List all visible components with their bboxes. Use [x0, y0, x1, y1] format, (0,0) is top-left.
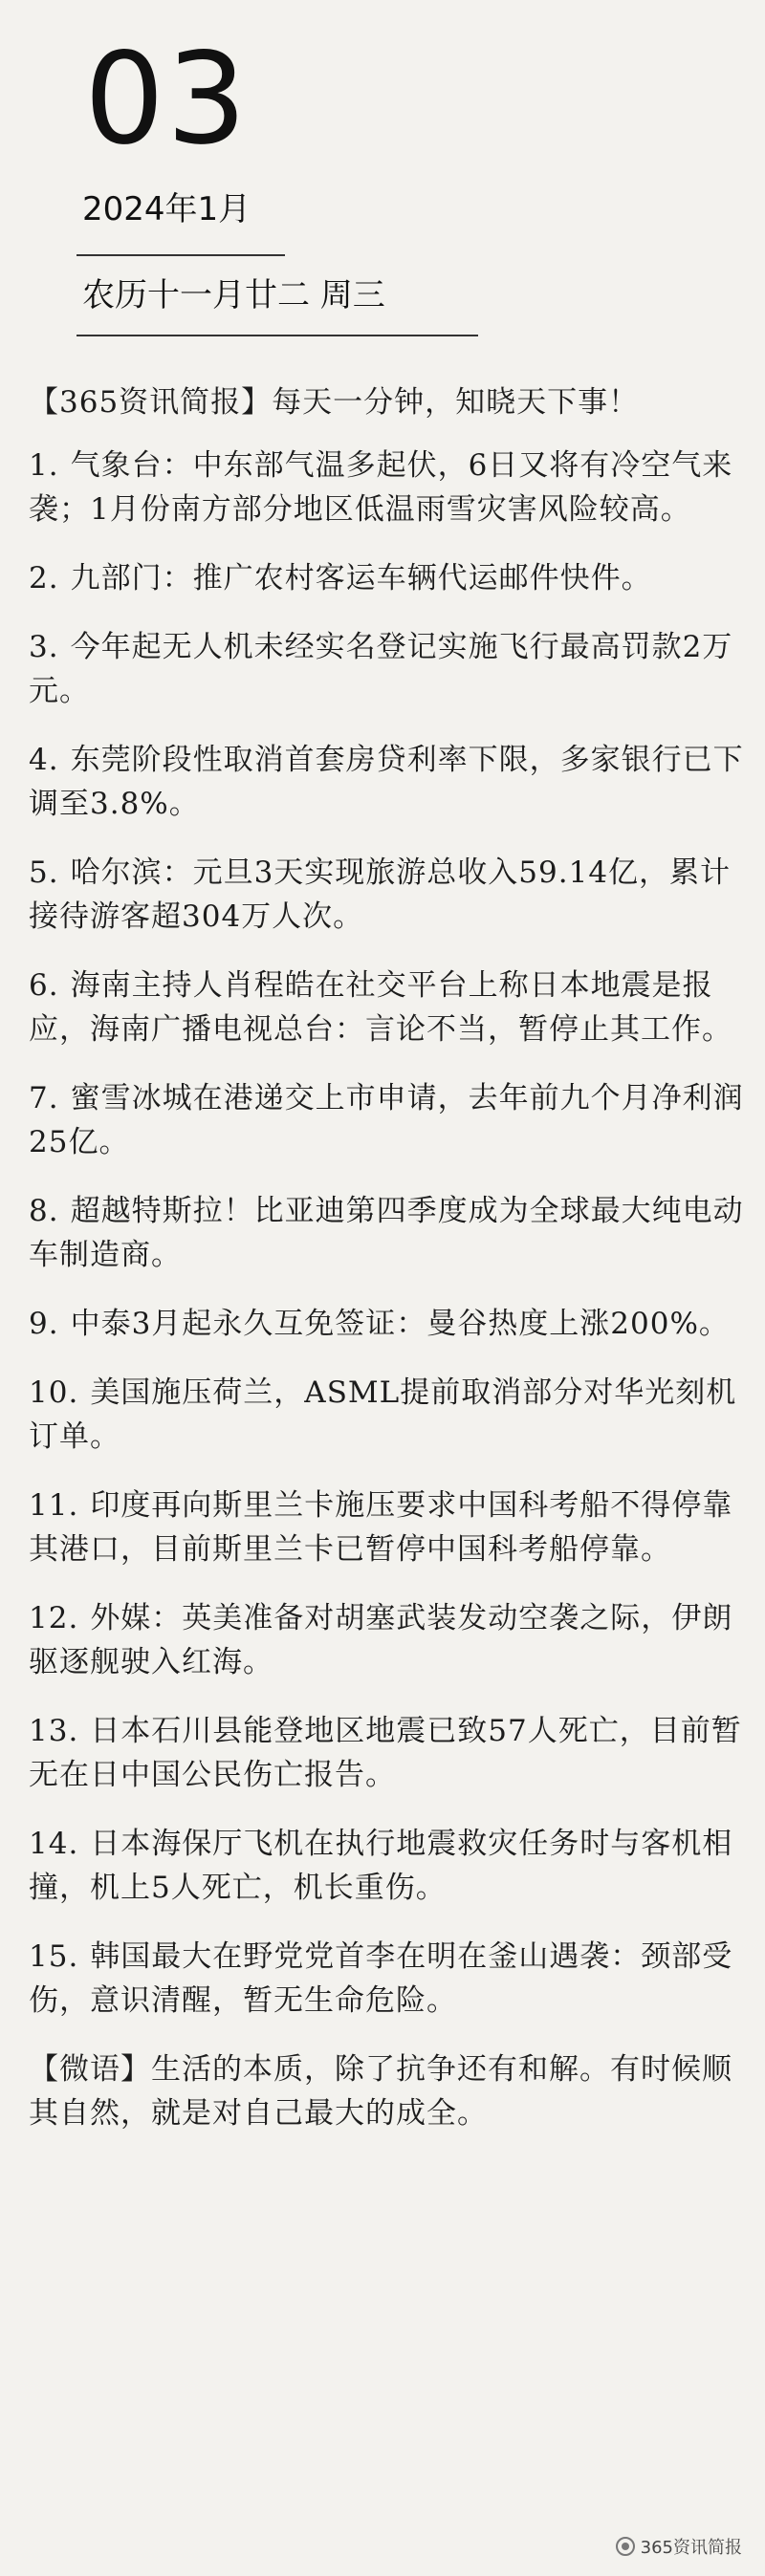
news-item — [29, 1371, 752, 1459]
news-item — [29, 444, 752, 531]
item-text: 外媒：英美准备对胡塞武装发动空袭之际，伊朗驱逐舰驶入红海。 — [29, 1601, 733, 1679]
news-item — [29, 625, 752, 713]
day-number: 03 — [84, 26, 249, 173]
news-item — [29, 1935, 752, 2023]
item-text: 中泰3月起永久互免签证：曼谷热度上涨200%。 — [70, 1307, 730, 1341]
item-number: 3. — [29, 630, 59, 664]
news-item — [29, 738, 752, 826]
item-text: 气象台：中东部气温多起伏，6日又将有冷空气来袭；1月份南方部分地区低温雨雪灾害风险较高。 — [29, 448, 733, 527]
divider-line — [76, 335, 478, 336]
item-number: 11. — [29, 1488, 79, 1523]
item-text: 九部门：推广农村客运车辆代运邮件快件。 — [70, 561, 652, 595]
item-number: 15. — [29, 1939, 79, 1974]
item-text: 美国施压荷兰，ASML提前取消部分对华光刻机订单。 — [29, 1375, 737, 1454]
year-month: 2024年1月 — [82, 190, 251, 228]
closing-quote: 【微语】生活的本质，除了抗争还有和解。有时候顺其自然，就是对自己最大的成全。 — [29, 2052, 732, 2131]
news-item — [29, 1596, 752, 1684]
item-number: 1. — [29, 448, 59, 483]
watermark — [616, 2534, 742, 2559]
item-text: 东莞阶段性取消首套房贷利率下限，多家银行已下调至3.8%。 — [29, 743, 744, 821]
news-content — [29, 380, 752, 2135]
item-number: 9. — [29, 1307, 59, 1341]
news-item — [29, 1483, 752, 1571]
watermark-text: 365资讯简报 — [640, 2538, 742, 2558]
wechat-account-icon — [616, 2537, 635, 2556]
news-item — [29, 556, 752, 600]
news-item — [29, 1822, 752, 1910]
item-number: 13. — [29, 1714, 79, 1748]
item-text: 日本海保厅飞机在执行地震救灾任务时与客机相撞，机上5人死亡，机长重伤。 — [29, 1827, 733, 1905]
item-text: 韩国最大在野党党首李在明在釜山遇袭：颈部受伤，意识清醒，暂无生命危险。 — [29, 1939, 733, 2018]
intro-line: 【365资讯简报】每天一分钟，知晓天下事！ — [29, 385, 640, 420]
item-number: 5. — [29, 855, 59, 890]
news-item — [29, 963, 752, 1051]
item-text: 印度再向斯里兰卡施压要求中国科考船不得停靠其港口，目前斯里兰卡已暂停中国科考船停靠。 — [29, 1488, 733, 1567]
item-text: 蜜雪冰城在港递交上市申请，去年前九个月净利润25亿。 — [29, 1081, 744, 1159]
lunar-date: 农历十一月廿二 周三 — [82, 276, 385, 314]
divider-line — [76, 254, 285, 256]
item-number: 10. — [29, 1375, 79, 1410]
item-text: 哈尔滨：元旦3天实现旅游总收入59.14亿，累计接待游客超304万人次。 — [29, 855, 732, 934]
news-item — [29, 1076, 752, 1164]
item-number: 7. — [29, 1081, 59, 1115]
item-text: 今年起无人机未经实名登记实施飞行最高罚款2万元。 — [29, 630, 733, 708]
news-item — [29, 1189, 752, 1277]
item-number: 6. — [29, 968, 59, 1003]
item-text: 日本石川县能登地区地震已致57人死亡，目前暂无在日中国公民伤亡报告。 — [29, 1714, 742, 1792]
item-number: 4. — [29, 743, 59, 777]
item-number: 8. — [29, 1194, 59, 1228]
news-item — [29, 1302, 752, 1346]
item-text: 海南主持人肖程皓在社交平台上称日本地震是报应，海南广播电视总台：言论不当，暂停止其工作。 — [29, 968, 732, 1047]
item-number: 12. — [29, 1601, 79, 1635]
news-item — [29, 1709, 752, 1797]
item-number: 14. — [29, 1827, 79, 1861]
news-item — [29, 851, 752, 939]
item-number: 2. — [29, 561, 59, 595]
item-text: 超越特斯拉！比亚迪第四季度成为全球最大纯电动车制造商。 — [29, 1194, 744, 1272]
